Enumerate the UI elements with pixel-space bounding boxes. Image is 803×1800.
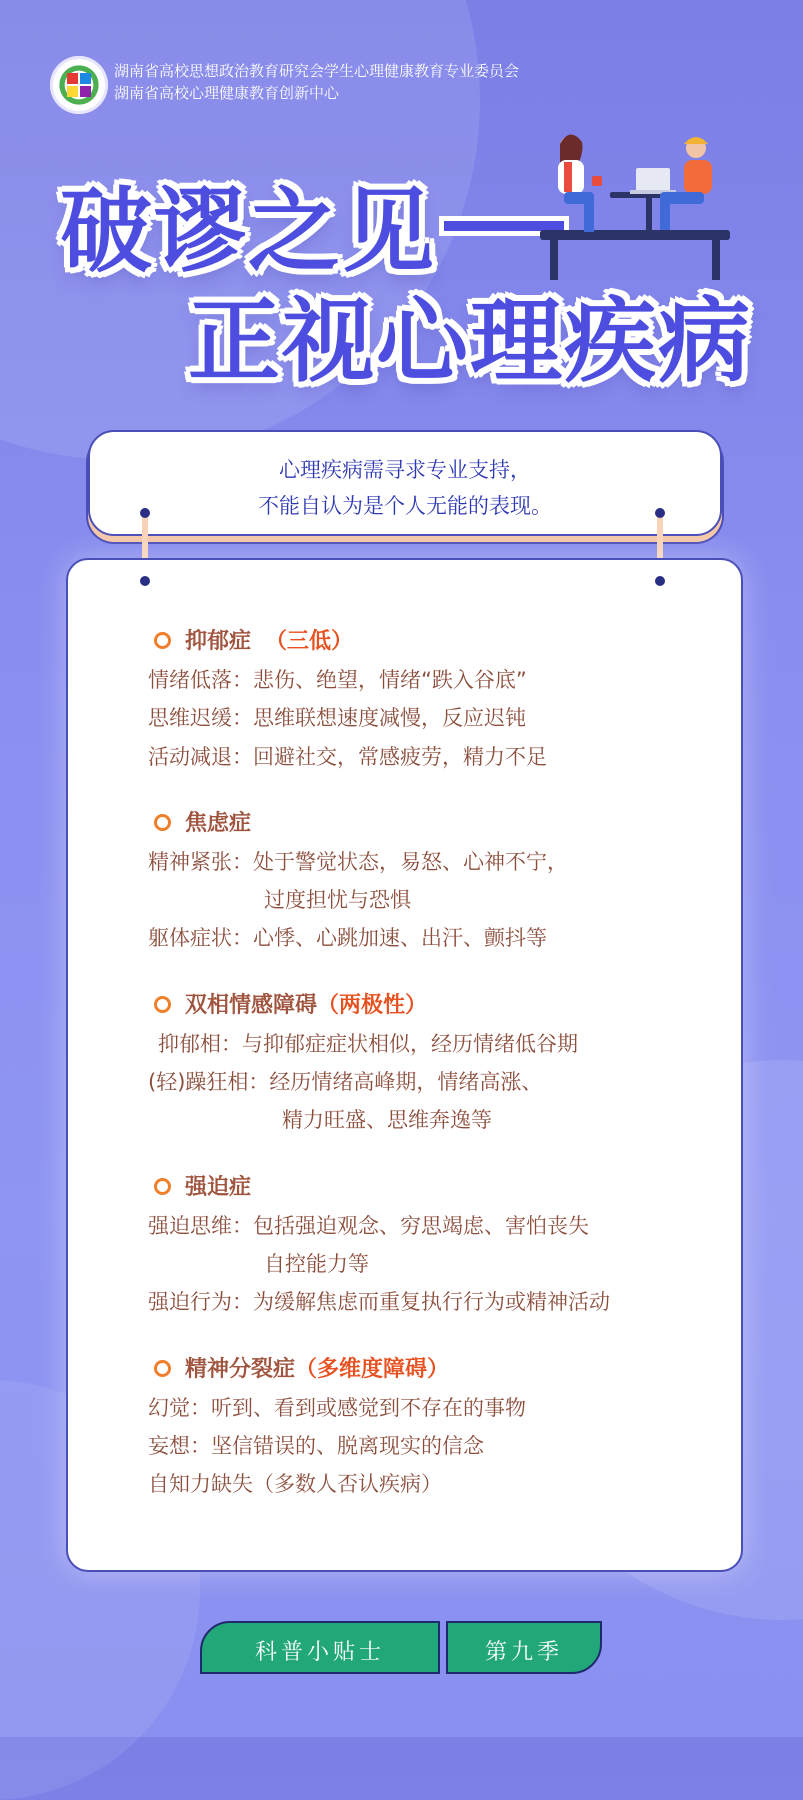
footer-badge [200,1621,602,1674]
section-line: 过度担忧与恐惧 [264,888,411,912]
people-at-table-illustration [540,126,740,286]
section-line: 精力旺盛、思维奔逸等 [282,1108,492,1132]
circle-bullet-icon [154,1178,171,1195]
peg [140,508,150,518]
footer-label: 科普小贴士 [200,1621,440,1674]
section-title-ocd: 强迫症 [154,1170,251,1201]
circle-bullet-icon [154,1360,171,1377]
org-line-1: 湖南省高校思想政治教育研究会学生心理健康教育专业委员会 [114,62,520,80]
section-title-schizophrenia: 精神分裂症（多维度障碍） [154,1352,449,1383]
section-title-bipolar: 双相情感障碍（两极性） [154,988,427,1019]
section-line: 躯体症状：心悸、心跳加速、出汗、颤抖等 [148,926,547,950]
banner-line-2: 不能自认为是个人无能的表现。 [258,494,552,518]
section-line: 自知力缺失（多数人否认疾病） [148,1472,442,1496]
section-line: 强迫行为：为缓解焦虑而重复执行行为或精神活动 [148,1290,610,1314]
header [50,56,770,116]
footer-season: 第九季 [446,1621,602,1674]
circle-bullet-icon [154,814,171,831]
peg [140,576,150,586]
section-line: 妄想：坚信错误的、脱离现实的信念 [148,1434,484,1458]
circle-bullet-icon [154,996,171,1013]
section-title-anxiety: 焦虑症 [154,806,251,837]
section-line: 自控能力等 [264,1252,369,1276]
banner-text [90,452,720,524]
title-line-2: 正视心理疾病 [188,288,753,395]
section-title-depression: 抑郁症 （三低） [154,624,353,655]
circle-bullet-icon [154,632,171,649]
banner-line-1: 心理疾病需寻求专业支持， [279,458,531,482]
section-line: 活动减退：回避社交，常感疲劳，精力不足 [148,745,547,769]
peg [655,576,665,586]
organization-names [114,60,519,104]
section-line: 情绪低落：悲伤、绝望，情绪“跌入谷底” [148,668,527,692]
title-line-1: 破谬之见 [60,158,564,290]
logo [50,56,108,114]
peg [655,508,665,518]
message-banner [88,430,722,536]
section-line: 强迫思维：包括强迫观念、穷思竭虑、害怕丧失 [148,1214,589,1238]
section-line: (轻)躁狂相：经历情绪高峰期，情绪高涨、 [148,1070,543,1094]
section-line: 抑郁相：与抑郁症症状相似，经历情绪低谷期 [158,1032,578,1056]
section-line: 幻觉：听到、看到或感觉到不存在的事物 [148,1396,526,1420]
section-line: 精神紧张：处于警觉状态，易怒、心神不宁， [148,850,568,874]
section-line: 思维迟缓：思维联想速度减慢，反应迟钝 [148,706,526,730]
org-line-2: 湖南省高校心理健康教育创新中心 [114,84,340,102]
